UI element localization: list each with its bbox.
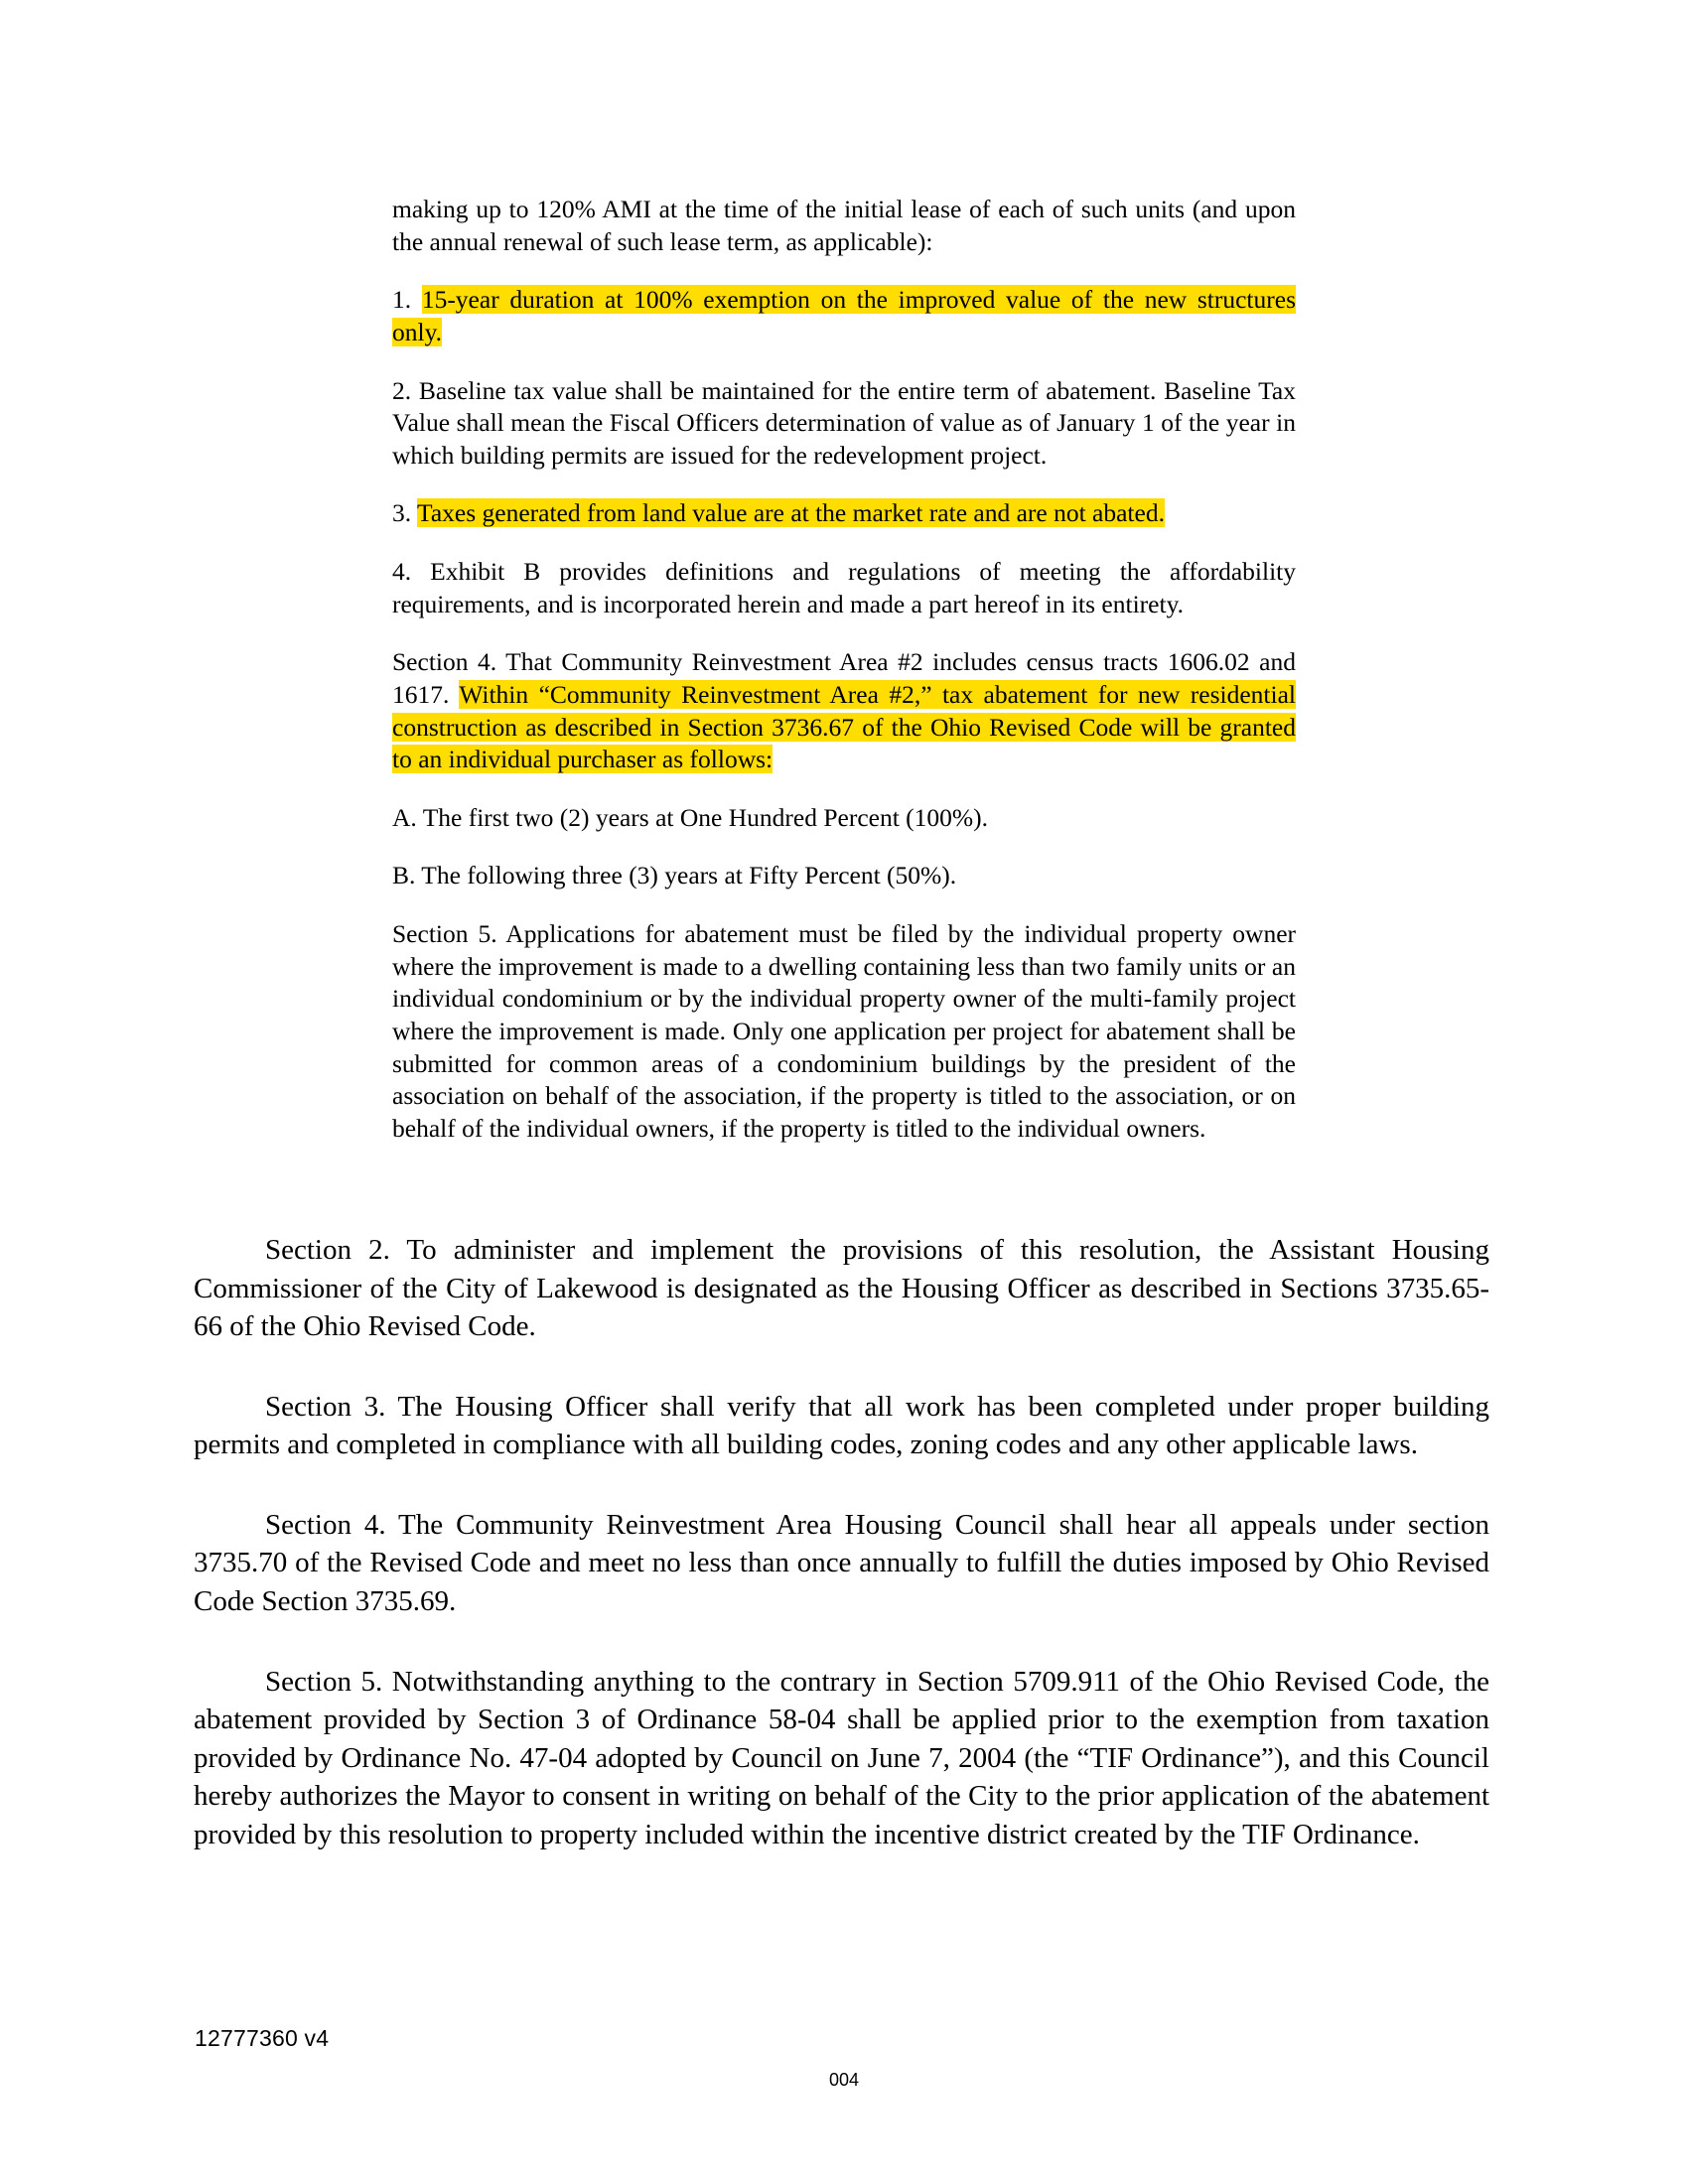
highlighted-text: Taxes generated from land value are at the market rate and are not abated. xyxy=(417,498,1165,528)
highlighted-text: Within “Community Reinvestment Area #2,” tax abatement for new residential construction as described in Section 3736.67 of the Ohio Revised Code will be granted to an individual purchaser as follows: xyxy=(392,679,1296,774)
paragraph: B. The following three (3) years at Fifty Percent (50%). xyxy=(392,861,957,890)
paragraph: 3. Taxes generated from land value are at the market rate and are not abated. xyxy=(392,498,1165,528)
paragraph: Section 2. To administer and implement the provisions of this resolution, the Assistant Housing Commissioner of the City of Lakewood is designated as the Housing Officer as described in Sections 3735.65-66 of the Ohio Revised Code. xyxy=(194,1234,1489,1343)
highlighted-text: 15-year duration at 100% exemption on the improved value of the new structures only. xyxy=(392,285,1296,346)
paragraph: Section 4. The Community Reinvestment Area Housing Council shall hear all appeals under section 3735.70 of the Revised Code and meet no less than once annually to fulfill the duties imposed by Ohio Revised Code Section 3735.69. xyxy=(194,1508,1489,1617)
page-number-footer: 004 xyxy=(828,2070,860,2090)
paragraph: Section 5. Applications for abatement must be filed by the individual property owner where the improvement is made to a dwelling containing less than two family units or an individual condominium or by the individual property owner of the multi-family project where the improvement is made. Only one application per project for abatement shall be submitted for common areas of a condominium buildings by the president of the association on behalf of the association, if the property is titled to the association, or on behalf of the individual owners, if the property is titled to the individual owners. xyxy=(392,919,1296,1143)
main-section-body xyxy=(194,1231,1489,1853)
paragraph: Section 3. The Housing Officer shall verify that all work has been completed under proper building permits and completed in compliance with all building codes, zoning codes and any other applicable laws. xyxy=(194,1390,1489,1461)
paragraph: A. The first two (2) years at One Hundred Percent (100%). xyxy=(392,802,989,832)
paragraph: 2. Baseline tax value shall be maintained for the entire term of abatement. Baseline Tax Value shall mean the Fiscal Officers determination of value as of January 1 of the year in which building permits are issued for the redevelopment project. xyxy=(392,375,1296,470)
document-id-footer: 12777360 v4 xyxy=(195,2025,330,2051)
paragraph: making up to 120% AMI at the time of the initial lease of each of such units (and upon the annual renewal of such lease term, as applicable): xyxy=(392,195,1296,256)
paragraph: Section 4. That Community Reinvestment Area #2 includes census tracts 1606.02 and 1617. Within “Community Reinvestment Area #2,” tax abatement for new residential construction as described in Section 3736.67 of the Ohio Revised Code will be granted to an individual purchaser as follows: xyxy=(392,647,1296,774)
paragraph: 4. Exhibit B provides definitions and regulations of meeting the affordability requirements, and is incorporated herein and made a part hereof in its entirety. xyxy=(392,557,1296,618)
paragraph: 1. 15-year duration at 100% exemption on the improved value of the new structures only. xyxy=(392,285,1296,346)
indented-section-body xyxy=(392,194,1296,1145)
paragraph: Section 5. Notwithstanding anything to the contrary in Section 5709.911 of the Ohio Revised Code, the abatement provided by Section 3 of Ordinance 58-04 shall be applied prior to the exemption from taxation provided by Ordinance No. 47-04 adopted by Council on June 7, 2004 (the “TIF Ordinance”), and this Council hereby authorizes the Mayor to consent in writing on behalf of the City to the prior application of the abatement provided by this resolution to property included within the incentive district created by the TIF Ordinance. xyxy=(194,1665,1489,1850)
